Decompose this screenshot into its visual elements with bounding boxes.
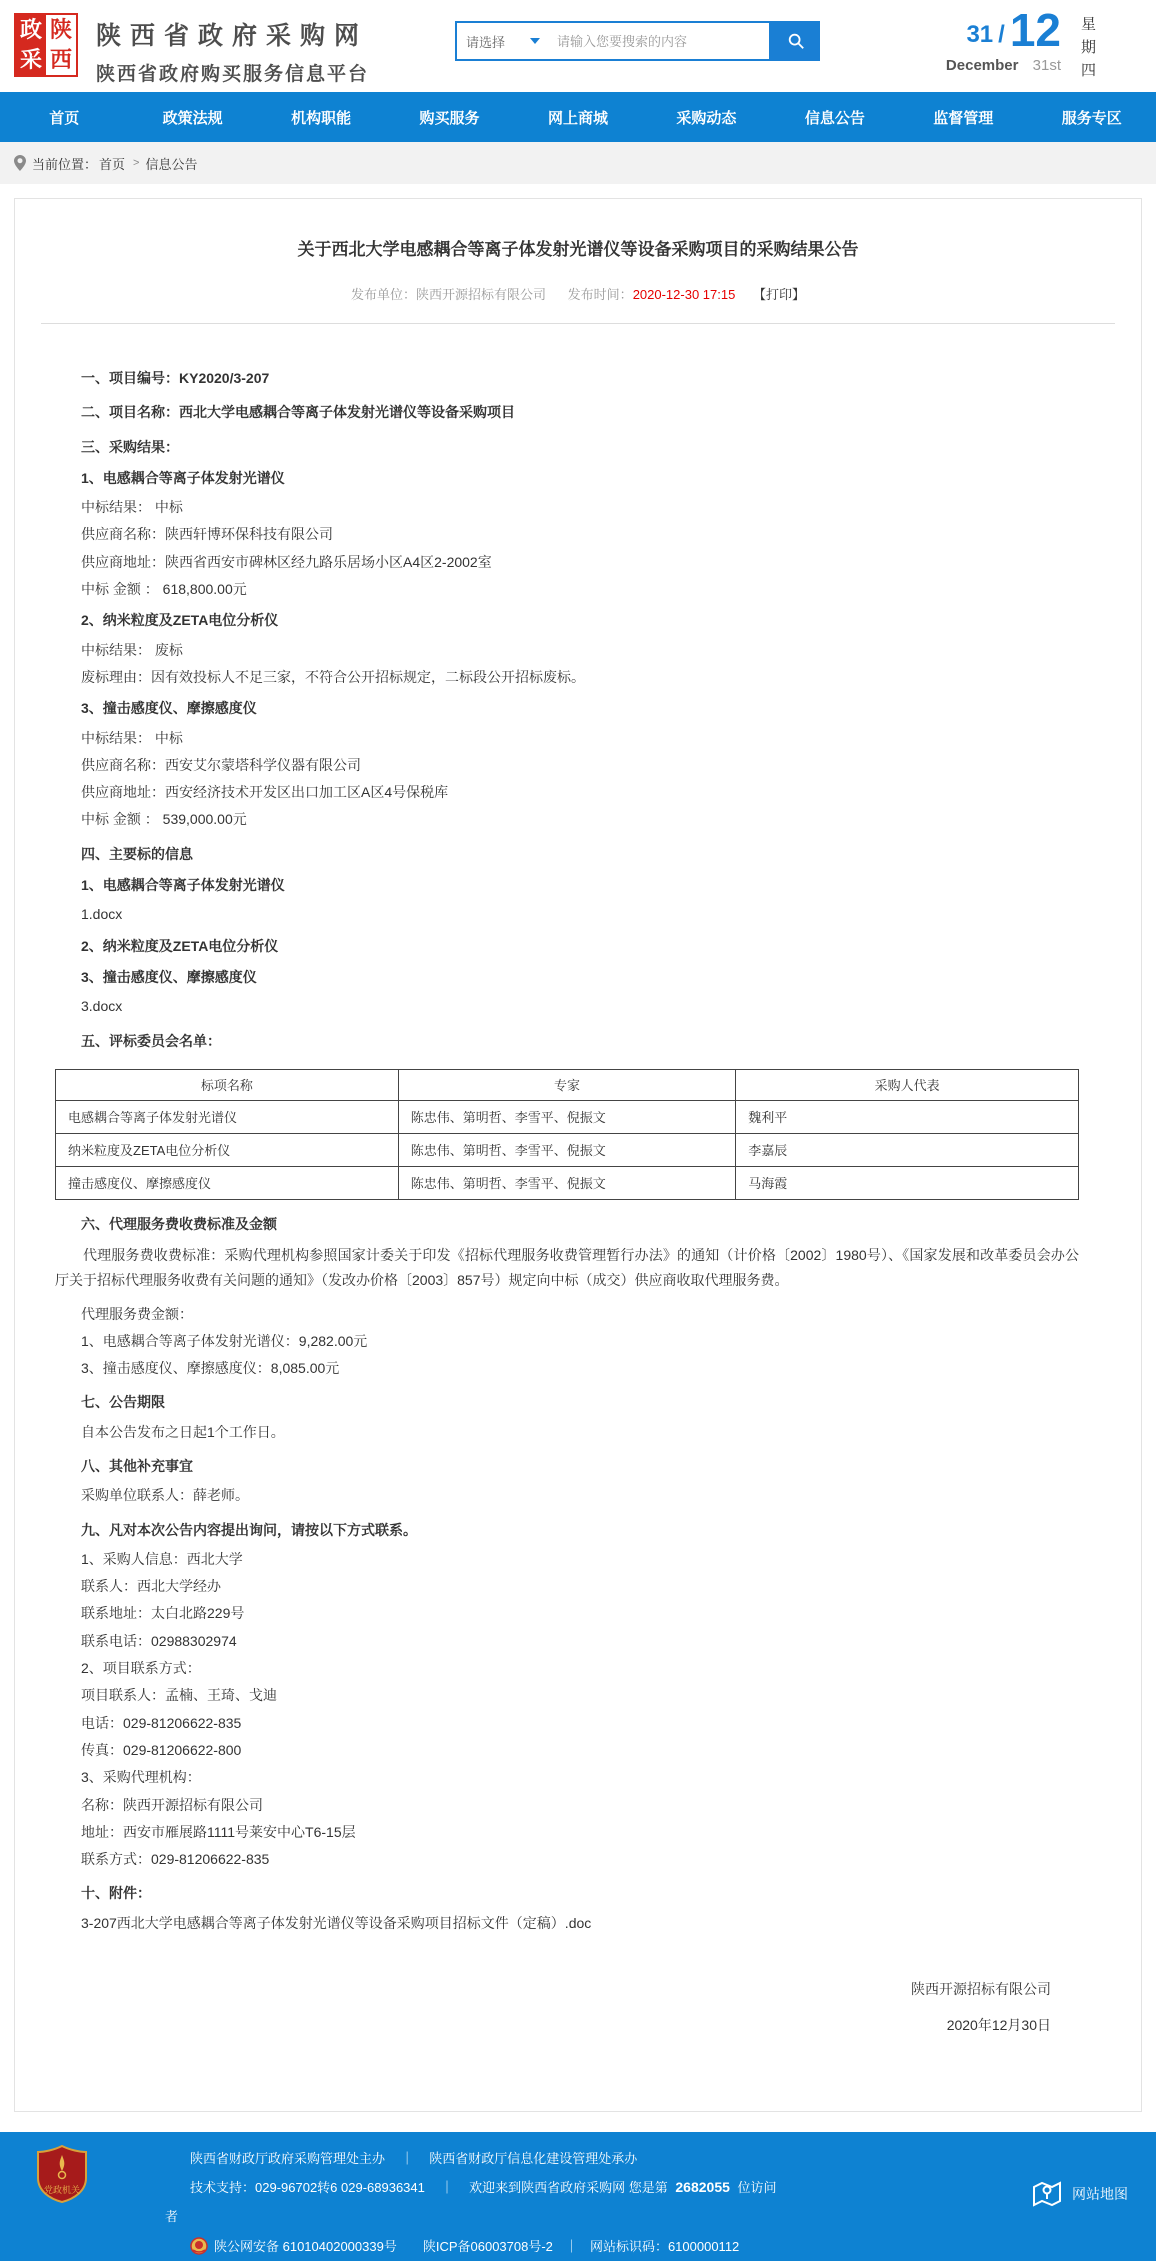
date-slash: / <box>998 20 1005 48</box>
signature-block <box>81 1979 1079 2035</box>
paragraph: 1、电感耦合等离子体发射光谱仪：9,282.00元 <box>81 1332 368 1349</box>
government-shield-badge <box>36 2145 88 2206</box>
column-header-item: 标项名称 <box>56 1069 399 1100</box>
paragraphs-after-table <box>55 1214 1079 1933</box>
committee-table <box>55 1069 1079 1200</box>
badge-text: 党政机关 <box>43 2185 81 2196</box>
visitor-count: 2682055 <box>675 2179 730 2196</box>
cell-buyer-rep: 马海霞 <box>736 1166 1079 1199</box>
breadcrumb-current: 信息公告 <box>145 156 198 172</box>
footer-tech-support: 技术支持：029-96702转6 029-68936341 <box>190 2180 425 2196</box>
site-title: 陕西省政府采购网 <box>96 22 369 50</box>
paragraph: 供应商名称：陕西轩博环保科技有限公司 <box>81 526 333 543</box>
nav-item[interactable]: 监督管理 <box>933 109 994 127</box>
cell-experts: 陈忠伟、第明哲、李雪平、倪振文 <box>398 1100 736 1133</box>
column-header-buyer-rep: 采购人代表 <box>736 1069 1079 1100</box>
cell-experts: 陈忠伟、第明哲、李雪平、倪振文 <box>398 1166 736 1199</box>
paragraph: 供应商名称：西安艾尔蒙塔科学仪器有限公司 <box>81 756 361 773</box>
paragraph: 供应商地址：西安经济技术开发区出口加工区A区4号保税库 <box>81 784 449 801</box>
paragraph: 供应商地址：陕西省西安市碑林区经九路乐居场小区A4区2-2002室 <box>81 553 492 570</box>
footer-separator: ｜ <box>400 2151 414 2167</box>
paragraph: 二、项目名称：西北大学电感耦合等离子体发射光谱仪等设备采购项目 <box>81 404 515 421</box>
paragraph: 1、电感耦合等离子体发射光谱仪 <box>81 877 285 894</box>
paragraph: 2、纳米粒度及ZETA电位分析仪 <box>81 937 279 954</box>
nav-item[interactable]: 购买服务 <box>419 109 480 127</box>
article-body <box>15 324 1141 2035</box>
signature-date: 2020年12月30日 <box>946 2017 1051 2034</box>
paragraph: 联系电话：02988302974 <box>81 1632 237 1649</box>
publish-time-label: 发布时间： <box>567 287 633 302</box>
cell-buyer-rep: 魏利平 <box>736 1100 1079 1133</box>
paragraph: 代理服务费收费标准：采购代理机构参照国家计委关于印发《招标代理服务收费管理暂行办法》的通知（计价格〔2002〕1980号）、《国家发展和改革委员会办公厅关于招标代理服务收费有关问题的通知》（发改办价格〔2003〕857号）规定向中标（成交）供应商收取代理服务费。 <box>55 1247 1079 1289</box>
site-footer <box>0 2132 1156 2261</box>
search-select-label: 请选择 <box>466 34 506 50</box>
nav-item[interactable]: 信息公告 <box>804 109 865 127</box>
date-ordinal: 31st <box>1032 56 1061 74</box>
paragraph: 3、撞击感度仪、摩擦感度仪 <box>81 700 257 717</box>
paragraph: 五、评标委员会名单： <box>81 1032 221 1049</box>
location-pin-icon <box>14 155 26 171</box>
cell-buyer-rep: 李嘉辰 <box>736 1133 1079 1166</box>
police-beian-link[interactable]: 陕公网安备 61010402000339号 <box>214 2239 397 2255</box>
cell-item-name: 纳米粒度及ZETA电位分析仪 <box>56 1133 399 1166</box>
date-month: 12 <box>1009 4 1061 56</box>
paragraph: 三、采购结果： <box>81 438 179 455</box>
date-weekday: 星期四 <box>1079 16 1096 85</box>
paragraph: 一、项目编号：KY2020/3-207 <box>81 370 270 386</box>
site-titles <box>96 16 369 86</box>
paragraph: 中标 金额 ： 539,000.00元 <box>81 811 247 828</box>
table-header-row <box>56 1069 1079 1100</box>
logo-char: 西 <box>46 45 76 75</box>
cell-experts: 陈忠伟、第明哲、李雪平、倪振文 <box>398 1133 736 1166</box>
nav-item[interactable]: 服务专区 <box>1061 109 1122 127</box>
cell-item-name: 电感耦合等离子体发射光谱仪 <box>56 1100 399 1133</box>
paragraph: 2、项目联系方式： <box>81 1660 201 1677</box>
paragraph: 六、代理服务费收费标准及金额 <box>81 1215 277 1232</box>
footer-wrap-char: 者 <box>165 2209 179 2225</box>
site-subtitle: 陕西省政府购买服务信息平台 <box>96 64 370 85</box>
paragraph: 中标结果： 废标 <box>81 641 183 658</box>
cell-item-name: 撞击感度仪、摩擦感度仪 <box>56 1166 399 1199</box>
paragraph: 中标 金额 ： 618,800.00元 <box>81 581 247 598</box>
footer-text <box>165 2132 1156 2255</box>
table-row <box>56 1166 1079 1199</box>
sitemap-icon <box>1029 2176 1065 2212</box>
paragraph: 1、采购人信息：西北大学 <box>81 1550 243 1567</box>
paragraph: 3、撞击感度仪、摩擦感度仪 <box>81 968 257 985</box>
nav-item[interactable]: 采购动态 <box>676 109 737 127</box>
paragraph: 2、纳米粒度及ZETA电位分析仪 <box>81 612 279 629</box>
logo-char: 陕 <box>46 15 76 45</box>
logo-char: 政 <box>16 15 46 45</box>
search-button[interactable] <box>771 21 820 61</box>
site-logo[interactable] <box>14 13 78 77</box>
article-card <box>14 198 1142 2112</box>
footer-host-org: 陕西省财政厅政府采购管理处主办 <box>190 2151 386 2167</box>
nav-item[interactable]: 首页 <box>49 109 80 127</box>
paragraph: 十、附件： <box>81 1885 151 1902</box>
police-badge-icon <box>190 2237 208 2255</box>
publish-time-value: 2020-12-30 17:15 <box>632 287 736 302</box>
paragraph: 3、采购代理机构： <box>81 1769 201 1786</box>
footer-welcome-text: 欢迎来到陕西省政府采购网 您是第 <box>469 2180 668 2196</box>
site-header <box>0 0 1156 92</box>
paragraph: 自本公告发布之日起1个工作日。 <box>81 1423 285 1440</box>
icp-beian-link[interactable]: 陕ICP备06003708号-2 <box>422 2239 553 2255</box>
paragraph: 3.docx <box>81 998 123 1015</box>
breadcrumb-home-link[interactable]: 首页 <box>99 156 126 172</box>
paragraph: 项目联系人：孟楠、王琦、戈迪 <box>81 1687 277 1704</box>
footer-org-line <box>190 2148 1156 2167</box>
print-button[interactable]: 【打印】 <box>752 287 805 302</box>
search-icon <box>787 32 805 50</box>
article-meta <box>15 284 1141 303</box>
breadcrumb-label: 当前位置： <box>32 156 98 172</box>
footer-visitor-suffix: 位访问 <box>737 2180 777 2196</box>
footer-beian-line <box>190 2236 1156 2255</box>
table-row <box>56 1133 1079 1166</box>
main-nav <box>0 92 1156 142</box>
nav-item[interactable]: 机构职能 <box>291 109 352 127</box>
paragraph: 采购单位联系人：薛老师。 <box>81 1487 249 1504</box>
footer-separator: ｜ <box>440 2180 454 2196</box>
paragraph: 代理服务费金额： <box>81 1305 193 1322</box>
publisher-label: 发布单位： <box>351 287 417 302</box>
paragraph: 传真：029-81206622-800 <box>81 1741 242 1758</box>
date-day: 31 <box>966 20 994 48</box>
paragraph: 1.docx <box>81 906 123 923</box>
paragraph: 地址：西安市雁展路1111号莱安中心T6-15层 <box>81 1823 356 1840</box>
paragraph: 电话：029-81206622-835 <box>81 1714 242 1731</box>
date-numbers <box>945 4 1061 85</box>
paragraph: 3-207西北大学电感耦合等离子体发射光谱仪等设备采购项目招标文件（定稿）.doc <box>81 1914 592 1931</box>
breadcrumb <box>0 142 1156 184</box>
search-category-select[interactable] <box>457 23 549 59</box>
paragraphs-before-table <box>81 368 1079 1051</box>
logo-char: 采 <box>16 45 46 75</box>
paragraph: 七、公告期限 <box>81 1394 165 1411</box>
chevron-down-icon <box>530 38 540 44</box>
signature-company: 陕西开源招标有限公司 <box>911 1981 1051 1998</box>
breadcrumb-separator: > <box>133 157 140 169</box>
paragraph: 四、主要标的信息 <box>81 845 193 862</box>
paragraph: 中标结果： 中标 <box>81 729 183 746</box>
nav-item[interactable]: 网上商城 <box>547 109 608 127</box>
search-input[interactable] <box>549 23 769 59</box>
date-month-name: December <box>945 56 1019 74</box>
column-header-experts: 专家 <box>398 1069 736 1100</box>
paragraph: 联系人：西北大学经办 <box>81 1578 221 1595</box>
site-identifier-code: 网站标识码：6100000112 <box>589 2239 740 2255</box>
publisher-value: 陕西开源招标有限公司 <box>416 287 547 302</box>
paragraph: 中标结果： 中标 <box>81 499 183 516</box>
paragraph: 九、凡对本次公告内容提出询问，请按以下方式联系。 <box>81 1521 417 1538</box>
search-box <box>455 21 771 61</box>
table-row <box>56 1100 1079 1133</box>
paragraph: 3、撞击感度仪、摩擦感度仪：8,085.00元 <box>81 1360 340 1377</box>
paragraph: 联系地址：太白北路229号 <box>81 1605 245 1622</box>
search-bar <box>455 21 820 61</box>
footer-separator: ｜ <box>564 2239 578 2255</box>
paragraph: 名称：陕西开源招标有限公司 <box>81 1796 263 1813</box>
sitemap-button[interactable] <box>1029 2176 1128 2212</box>
date-widget <box>945 4 1140 85</box>
paragraph: 废标理由：因有效投标人不足三家，不符合公开招标规定，二标段公开招标废标。 <box>81 668 585 685</box>
paragraph: 1、电感耦合等离子体发射光谱仪 <box>81 469 285 486</box>
footer-build-org: 陕西省财政厅信息化建设管理处承办 <box>429 2151 638 2167</box>
paragraph: 八、其他补充事宜 <box>81 1457 193 1474</box>
footer-support-line <box>190 2177 1156 2196</box>
paragraph: 联系方式：029-81206622-835 <box>81 1851 270 1868</box>
nav-item[interactable]: 政策法规 <box>162 109 223 127</box>
sitemap-label: 网站地图 <box>1072 2186 1128 2203</box>
article-title: 关于西北大学电感耦合等离子体发射光谱仪等设备采购项目的采购结果公告 <box>297 240 859 259</box>
